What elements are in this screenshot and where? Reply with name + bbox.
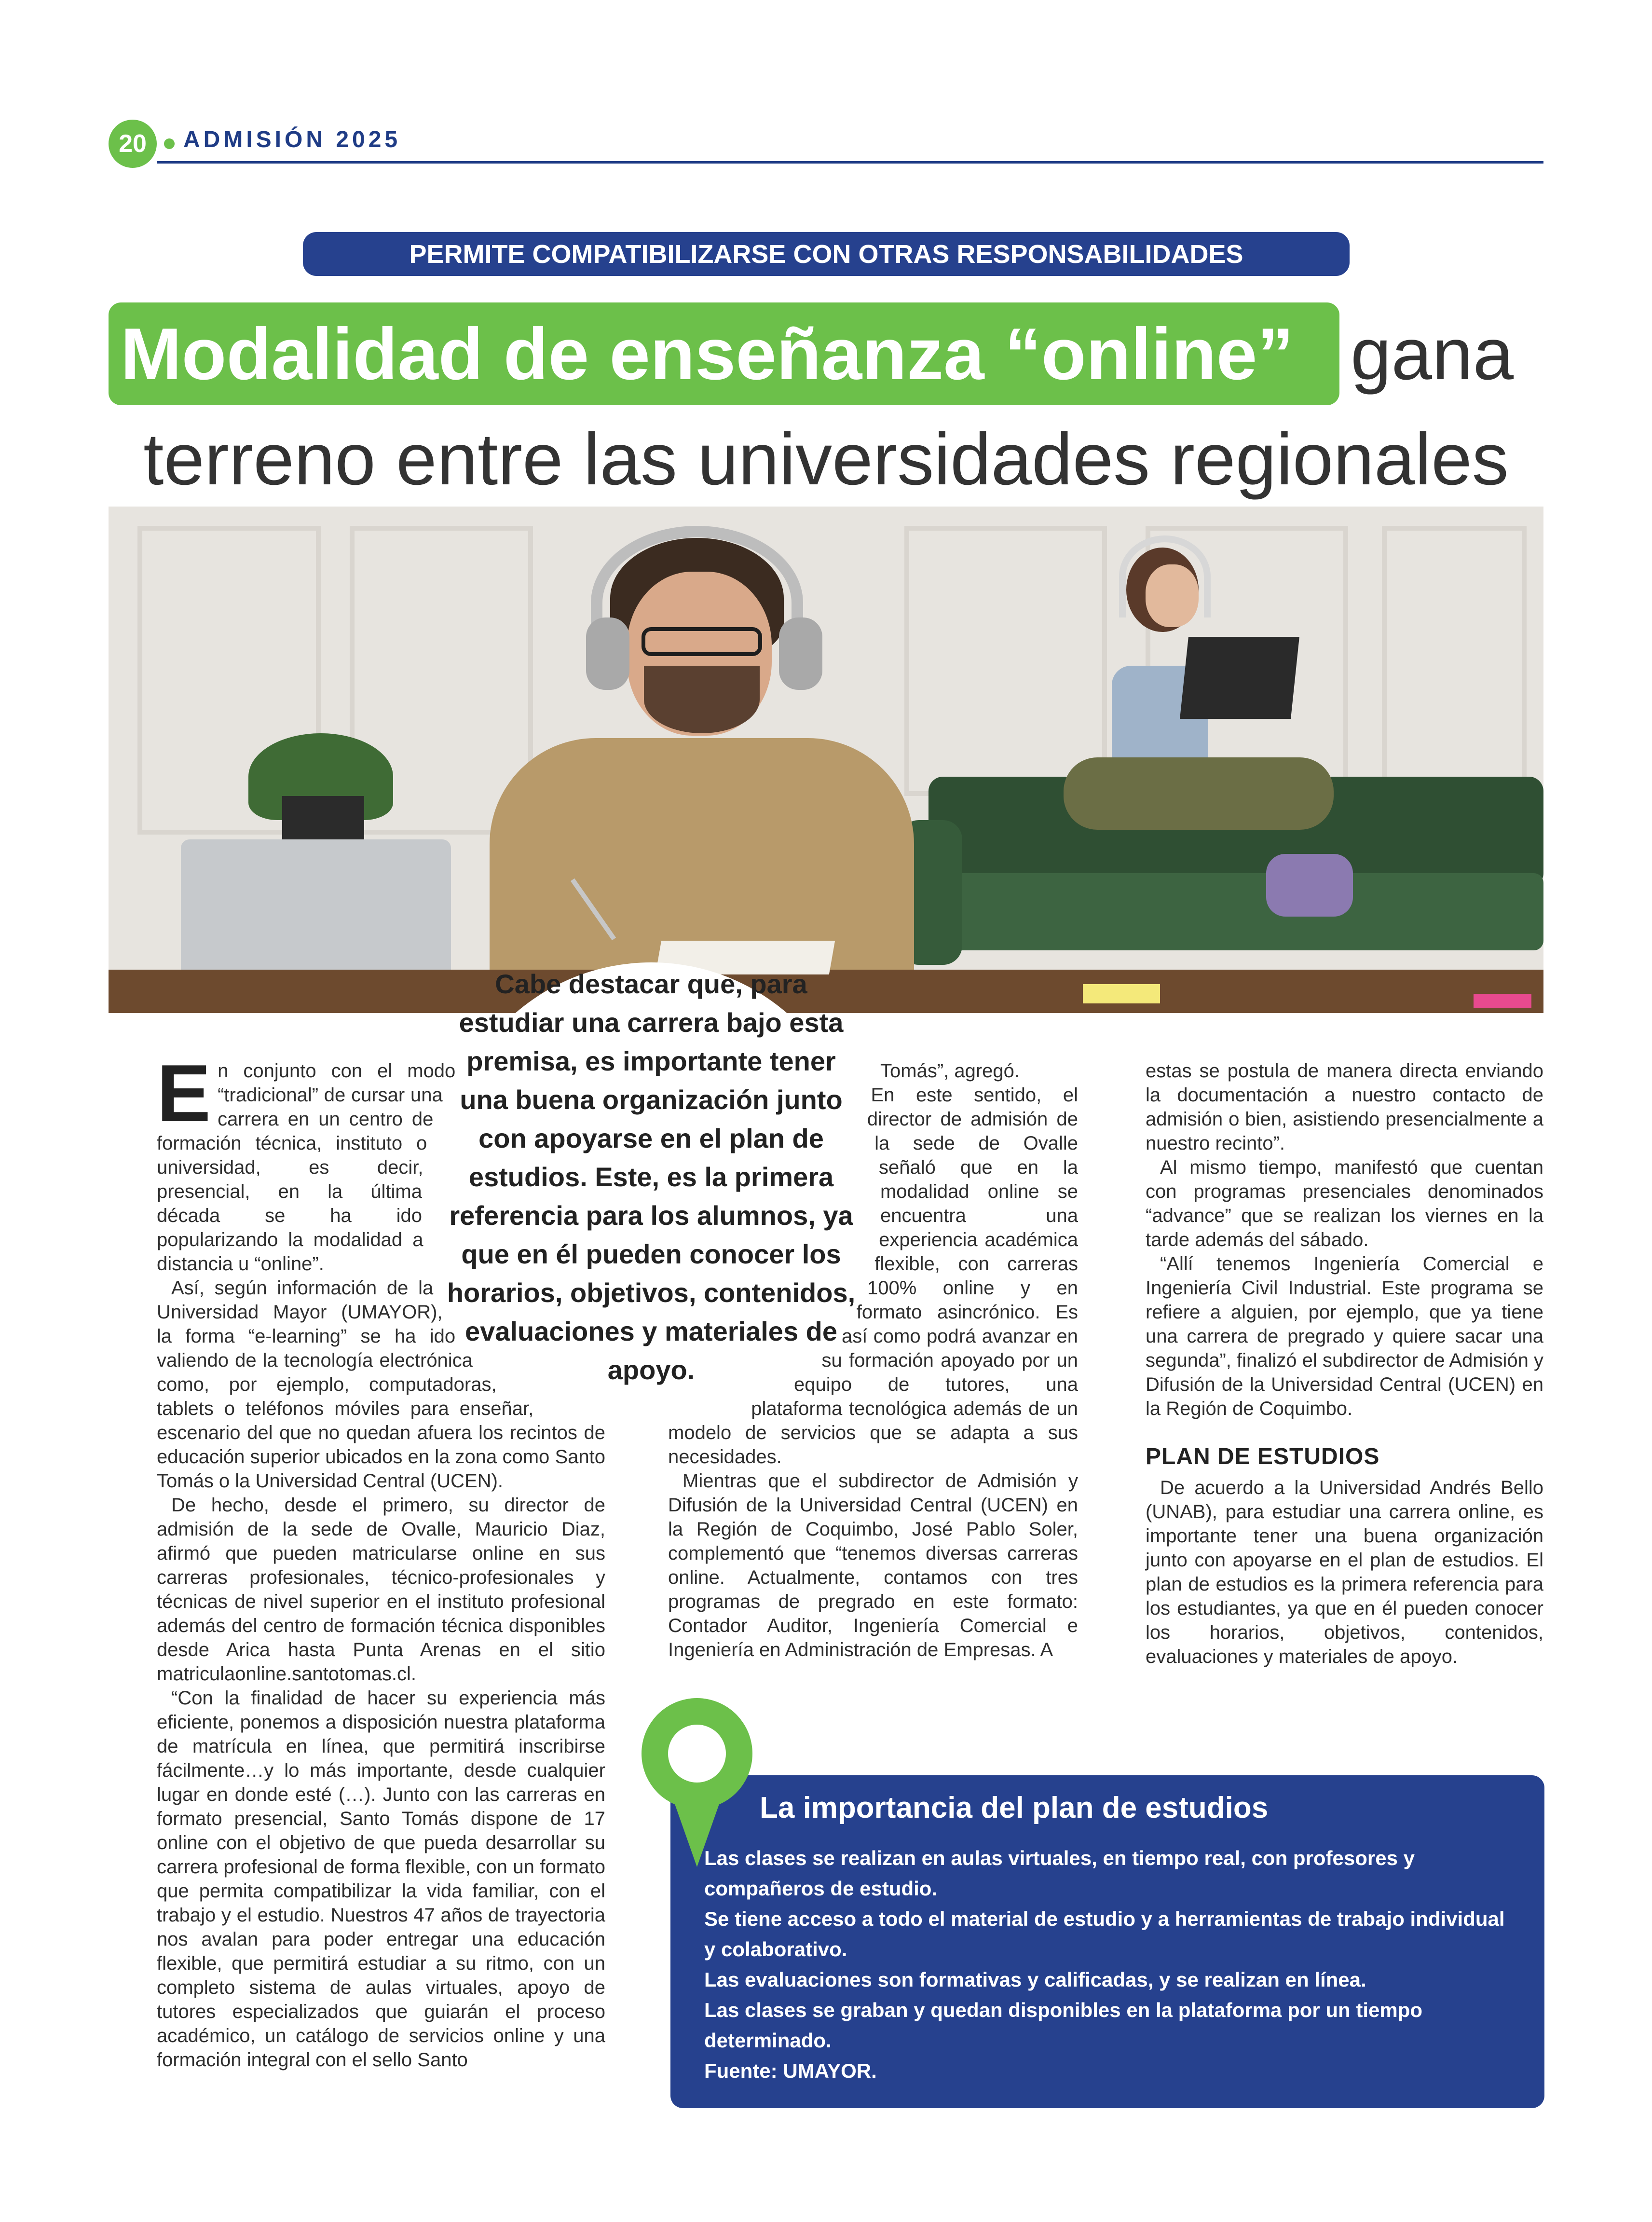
body-paragraph: “Allí tenemos Ingeniería Comercial e Ingeniería Civil Industrial. Este programa se refiere a alguien, por ejemplo, que ya tiene una carrera de pregrado y quiere sacar una segunda”, finalizó el subdirector de Admisión y Difusión de la Universidad Central (UCEN) en la Región de Coquimbo. xyxy=(1146,1253,1543,1419)
headline-rest: gana xyxy=(1351,313,1514,395)
info-item: Las evaluaciones son formativas y calificadas, y se realizan en línea. xyxy=(704,1968,1366,1991)
sofa-seat xyxy=(919,873,1543,950)
woman-socks xyxy=(1266,854,1353,917)
headline-line2: terreno entre las universidades regionales xyxy=(143,418,1509,500)
body-paragraph: estas se postula de manera directa enviando la documentación a nuestro contacto de admisión o bien, asistiendo presencialmente a nuestro recinto”. xyxy=(1146,1060,1543,1154)
info-box-title: La importancia del plan de estudios xyxy=(760,1791,1269,1824)
body-paragraph: Así, según información de la Universidad Mayor (UMAYOR), la forma “e-learning” se ha ido valiendo de la tecnología electrónica como, por ejemplo, computadoras, tablets o teléfonos móviles para enseñar, escenario del que no quedan afuera los recintos de educación superior ubicados en la zona como Santo Tomás o la Universidad Central (UCEN). xyxy=(157,1277,605,1492)
info-source: Fuente: UMAYOR. xyxy=(704,2059,877,2082)
headphones-icon xyxy=(1119,535,1211,617)
info-item: Se tiene acceso a todo el material de estudio y a herramientas de trabajo individual y colaborativo. xyxy=(704,1907,1505,1961)
ear-cup xyxy=(586,617,629,690)
body-paragraph: “Con la finalidad de hacer su experiencia más eficiente, ponemos a disposición nuestra plataforma de matrícula en línea, que permitirá inscribirse fácilmente…y lo más importante, desde cualquier lugar en donde esté (…). Junto con las carreras en formato presencial, Santo Tomás dispone de 17 online con el objetivo de que pueda desarrollar su carrera profesional de forma flexible, con un formato que permita compatibilizar la vida familiar, con el trabajo y el estudio. Nuestros 47 años de trayectoria nos avalan para poder entregar una educación flexible, que permitirá estudiar a su ritmo, con un completo sistema de aulas virtuales, apoyo de tutores especializados que guiarán el proceso académico, un catálogo de servicios online y una formación integral con el sello Santo xyxy=(157,1687,605,2071)
info-item: Las clases se realizan en aulas virtuales, en tiempo real, con profesores y compañeros de estudio. xyxy=(704,1847,1415,1900)
body-column-2 xyxy=(668,1059,1078,1662)
body-paragraph: De acuerdo a la Universidad Andrés Bello (UNAB), para estudiar una carrera online, es importante tener una buena organización junto con apoyarse en el plan de estudios. El plan de estudios es la primera referencia para los estudiantes, ya que en él pueden conocer los horarios, objetivos, contenidos, evaluaciones y materiales de apoyo. xyxy=(1146,1477,1543,1667)
header-rule xyxy=(157,161,1543,164)
pin-hole xyxy=(668,1725,726,1783)
body-paragraph: Al mismo tiempo, manifestó que cuentan con programas presenciales denominados “advance” que se realizan los viernes en la tarde además del sábado. xyxy=(1146,1157,1543,1250)
body-paragraph: Mientras que el subdirector de Admisión y Difusión de la Universidad Central (UCEN) en la Región de Coquimbo, José Pablo Soler, complementó que “tenemos diversas carreras online. Actualmente, contamos con tres programas de pregrado en este formato: Contador Auditor, Ingeniería Comercial e Ingeniería en Administración de Empresas. A xyxy=(668,1470,1078,1660)
kicker-banner: PERMITE COMPATIBILIZARSE CON OTRAS RESPONSABILIDADES xyxy=(303,232,1350,276)
woman-legs xyxy=(1064,757,1334,830)
ear-cup xyxy=(779,617,822,690)
body-paragraph: De hecho, desde el primero, su director de admisión de la sede de Ovalle, Mauricio Diaz, afirmó que pueden matricularse online en sus carreras profesionales, técnico-profesionales y técnicas de nivel superior en el instituto profesional además del centro de formación técnica disponibles desde Arica hasta Punta Arenas en el sitio matriculaonline.santotomas.cl. xyxy=(157,1495,605,1685)
wall-panel xyxy=(1382,526,1527,796)
article-photo xyxy=(109,507,1543,1013)
body-column-1 xyxy=(157,1048,605,2072)
pull-quote: Cabe destacar que, para estudiar una carrera bajo esta premisa, es importante tener una buena organización junto con apoyarse en el plan de estudios. Este, es la primera referencia para los alumnos, ya que en él pueden conocer los horarios, objetivos, contenidos, evaluaciones y materiales de apoyo. xyxy=(447,969,856,1385)
headline-highlight: Modalidad de enseñanza “online” xyxy=(121,313,1294,395)
drop-cap: E xyxy=(157,1048,211,1138)
sticky-note xyxy=(1474,994,1531,1008)
woman-laptop xyxy=(1180,637,1299,719)
body-paragraph: Tomás”, agregó. xyxy=(880,1060,1020,1082)
header-dot-icon xyxy=(164,138,175,149)
body-paragraph: n conjunto con el modo “tradicional” de cursar una carrera en un centro de formación técnica, instituto o universidad, es decir, presencial, en la última década se ha ido popularizando la modalidad a distancia u “online”. xyxy=(157,1060,456,1275)
body-paragraph: En este sentido, el director de admisión de la sede de Ovalle señaló que en la modalidad online se encuentra una experiencia académica flexible, con carreras 100% online y en formato asincrónico. Es así como podrá avanzar en su formación apoyado por un equipo de tutores, una plataforma tecnológica además de un modelo de servicios que se adapta a sus necesidades. xyxy=(668,1084,1078,1468)
section-title: ADMISIÓN 2025 xyxy=(183,127,401,152)
info-box-list xyxy=(704,1843,1519,2086)
body-column-3 xyxy=(1146,1059,1543,1669)
wall-panel xyxy=(904,526,1107,796)
page-number: 20 xyxy=(109,120,157,168)
info-item: Las clases se graban y quedan disponibles en la plataforma por un tiempo determinado. xyxy=(704,1999,1423,2052)
subhead: PLAN DE ESTUDIOS xyxy=(1146,1444,1380,1469)
sticky-note xyxy=(1083,984,1160,1003)
